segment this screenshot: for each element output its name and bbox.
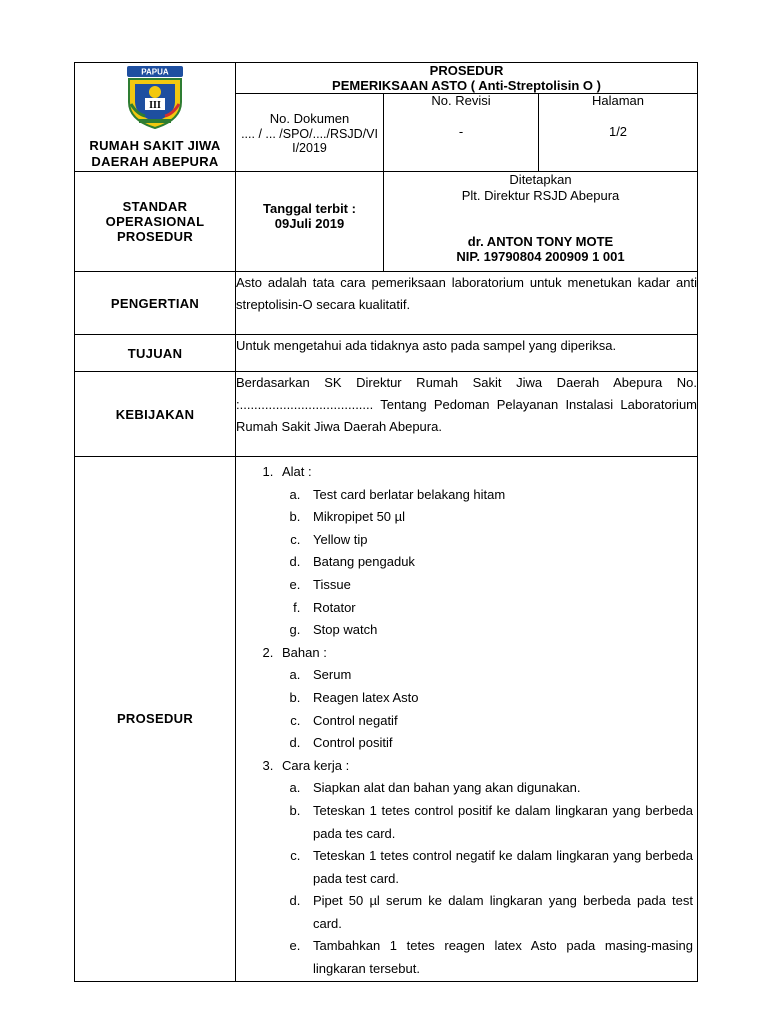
sop-label-cell bbox=[75, 172, 236, 272]
hospital-identity-cell bbox=[75, 63, 236, 172]
approver-position: Plt. Direktur RSJD Abepura bbox=[461, 188, 620, 203]
issue-date-value: 09Juli 2019 bbox=[274, 215, 345, 231]
procedure-section bbox=[277, 755, 697, 981]
list-item: d. Batang pengaduk bbox=[304, 551, 697, 574]
list-item: b. Mikropipet 50 µl bbox=[304, 506, 697, 529]
tujuan-label: TUJUAN bbox=[127, 345, 183, 361]
revision-cell bbox=[384, 94, 539, 172]
section-item-list bbox=[282, 777, 697, 980]
section-title: Cara kerja : bbox=[282, 757, 350, 773]
sop-document-table bbox=[74, 62, 698, 982]
list-item: d. Control positif bbox=[304, 732, 697, 755]
list-item: b. Teteskan 1 tetes control positif ke dalam lingkaran yang berbeda pada tes card. bbox=[304, 800, 697, 845]
page-label: Halaman bbox=[591, 93, 645, 108]
page-value: 1/2 bbox=[608, 124, 628, 139]
revision-label: No. Revisi bbox=[431, 93, 491, 108]
procedure-title-line2: PEMERIKSAAN ASTO ( Anti-Streptolisin O ) bbox=[332, 78, 601, 93]
list-item: e. Tissue bbox=[304, 574, 697, 597]
kebijakan-label: KEBIJAKAN bbox=[115, 406, 195, 422]
procedure-sections bbox=[236, 461, 697, 981]
list-item: b. Reagen latex Asto bbox=[304, 687, 697, 710]
revision-value: - bbox=[458, 124, 464, 139]
list-item: c. Control negatif bbox=[304, 710, 697, 733]
list-item: a. Siapkan alat dan bahan yang akan digunakan. bbox=[304, 777, 697, 800]
prosedur-label-cell bbox=[75, 457, 236, 982]
procedure-section bbox=[277, 461, 697, 642]
page-cell bbox=[539, 94, 698, 172]
prosedur-content-cell bbox=[236, 457, 698, 982]
list-item: a. Serum bbox=[304, 664, 697, 687]
approver-name: dr. ANTON TONY MOTE bbox=[467, 234, 614, 249]
procedure-title-line1: PROSEDUR bbox=[429, 63, 504, 78]
svg-text:PAPUA: PAPUA bbox=[141, 67, 169, 77]
section-item-list bbox=[282, 484, 697, 642]
document-number-cell bbox=[236, 94, 384, 172]
list-item: a. Test card berlatar belakang hitam bbox=[304, 484, 697, 507]
procedure-section bbox=[277, 642, 697, 755]
section-title: Bahan : bbox=[282, 644, 327, 660]
pengertian-text: Asto adalah tata cara pemeriksaan laboratorium untuk menetukan kadar anti streptolisin-O secara kualitatif. bbox=[236, 272, 698, 335]
approval-label: Ditetapkan bbox=[509, 172, 572, 187]
prosedur-label: PROSEDUR bbox=[116, 711, 194, 727]
tujuan-label-cell bbox=[75, 335, 236, 372]
list-item: f. Rotator bbox=[304, 597, 697, 620]
section-title: Alat : bbox=[282, 464, 312, 479]
list-item: c. Teteskan 1 tetes control negatif ke dalam lingkaran yang berbeda pada test card. bbox=[304, 845, 697, 890]
tujuan-text: Untuk mengetahui ada tidaknya asto pada sampel yang diperiksa. bbox=[236, 335, 698, 372]
list-item: g. Stop watch bbox=[304, 619, 697, 642]
papua-crest-logo bbox=[119, 64, 191, 130]
list-item: d. Pipet 50 µl serum ke dalam lingkaran yang berbeda pada test card. bbox=[304, 890, 697, 935]
approver-nip: NIP. 19790804 200909 1 001 bbox=[456, 249, 625, 264]
document-number-label: No. Dokumen bbox=[269, 110, 350, 126]
pengertian-label: PENGERTIAN bbox=[110, 295, 200, 311]
document-number-value: .... / ... /SPO/..../RSJD/VII/2019 bbox=[241, 126, 378, 155]
svg-text:III: III bbox=[149, 100, 161, 111]
kebijakan-label-cell bbox=[75, 372, 236, 457]
hospital-name: RUMAH SAKIT JIWA DAERAH ABEPURA bbox=[89, 138, 221, 169]
kebijakan-text: Berdasarkan SK Direktur Rumah Sakit Jiwa Daerah Abepura No. :..................................... Tentang Pedoman Pelayanan Instalasi Laboratorium Rumah Sakit Jiwa Daerah Abepura. bbox=[236, 372, 698, 457]
section-item-list bbox=[282, 664, 697, 754]
approval-cell bbox=[384, 172, 698, 272]
list-item: c. Yellow tip bbox=[304, 529, 697, 552]
procedure-title-cell bbox=[236, 63, 698, 94]
sop-label: STANDAR OPERASIONAL PROSEDUR bbox=[105, 199, 205, 244]
issue-date-cell bbox=[236, 172, 384, 272]
pengertian-label-cell bbox=[75, 272, 236, 335]
list-item: e. Tambahkan 1 tetes reagen latex Asto pada masing-masing lingkaran tersebut. bbox=[304, 935, 697, 980]
issue-date-label: Tanggal terbit : bbox=[263, 200, 356, 216]
